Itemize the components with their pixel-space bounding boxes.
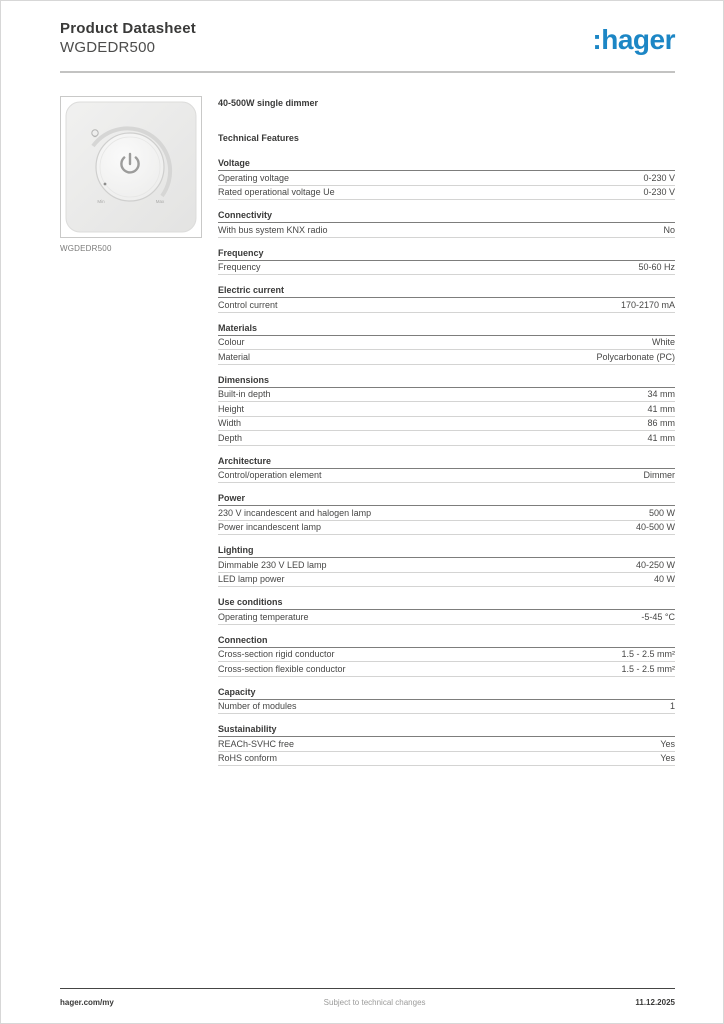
spec-section-materials (218, 322, 675, 365)
header (60, 19, 675, 57)
table-row (218, 186, 675, 201)
row-value: 1.5 - 2.5 mm² (621, 663, 675, 674)
table-row (218, 469, 675, 484)
row-label: Colour (218, 337, 245, 348)
row-value: Dimmer (643, 470, 675, 481)
table-row (218, 171, 675, 186)
row-value: Yes (660, 738, 675, 749)
hager-logo (592, 26, 675, 54)
row-label: LED lamp power (218, 574, 285, 585)
table-row (218, 350, 675, 365)
row-label: Frequency (218, 262, 261, 273)
row-label: Control current (218, 299, 278, 310)
table-row (218, 402, 675, 417)
section-title: Electric current (218, 284, 675, 298)
spec-section-sustainability (218, 723, 675, 766)
section-title: Materials (218, 322, 675, 336)
table-row (218, 223, 675, 238)
table-row (218, 336, 675, 351)
footer-disclaimer: Subject to technical changes (323, 998, 426, 1007)
spec-sections (218, 157, 675, 766)
section-title: Power (218, 492, 675, 506)
row-label: Number of modules (218, 701, 297, 712)
row-label: RoHS conform (218, 753, 278, 764)
product-reference: WGDEDR500 (60, 39, 156, 56)
row-value: -5-45 °C (641, 611, 675, 622)
table-row (218, 506, 675, 521)
row-label: Built-in depth (218, 389, 271, 400)
section-title: Sustainability (218, 723, 675, 737)
knob-position-indicator (104, 183, 107, 186)
section-title: Frequency (218, 247, 675, 261)
spec-section-connection (218, 634, 675, 677)
spec-section-lighting (218, 544, 675, 587)
row-value: 0-230 V (643, 172, 675, 183)
table-row (218, 558, 675, 573)
page-title: Product Datasheet (60, 20, 196, 37)
features-heading: Technical Features (218, 133, 299, 143)
product-image (60, 96, 202, 238)
dimmer-illustration (64, 100, 198, 234)
footer-date: 11.12.2025 (635, 998, 675, 1007)
row-value: 41 mm (647, 403, 675, 414)
table-row (218, 431, 675, 446)
row-value: 500 W (648, 507, 675, 518)
row-value: White (651, 337, 675, 348)
row-label: Height (218, 403, 245, 414)
row-label: With bus system KNX radio (218, 224, 328, 235)
row-label: Operating temperature (218, 611, 309, 622)
row-value: 41 mm (647, 432, 675, 443)
section-title: Use conditions (218, 596, 675, 610)
table-row (218, 261, 675, 276)
footer-divider (60, 988, 675, 989)
row-value: 1.5 - 2.5 mm² (621, 649, 675, 660)
row-value: No (663, 224, 675, 235)
table-row (218, 521, 675, 536)
product-image-column (60, 96, 202, 766)
table-row (218, 700, 675, 715)
section-title: Connection (218, 634, 675, 648)
table-row (218, 417, 675, 432)
section-title: Dimensions (218, 374, 675, 388)
spec-section-capacity (218, 686, 675, 715)
spec-section-dimensions (218, 374, 675, 446)
row-label: Cross-section rigid conductor (218, 649, 335, 660)
row-label: Dimmable 230 V LED lamp (218, 559, 327, 570)
header-titles (60, 19, 196, 57)
row-value: 170-2170 mA (620, 299, 675, 310)
spec-section-electric-current (218, 284, 675, 313)
footer-website-link[interactable]: hager.com/my (60, 998, 114, 1007)
footer (60, 988, 675, 1007)
content (60, 96, 675, 766)
row-label: REACh-SVHC free (218, 738, 295, 749)
row-value: Yes (660, 753, 675, 764)
row-label: Width (218, 418, 242, 429)
row-value: 50-60 Hz (638, 262, 675, 273)
row-value: 40-250 W (635, 559, 675, 570)
row-value: 40 W (653, 574, 675, 585)
section-title: Capacity (218, 686, 675, 700)
table-row (218, 648, 675, 663)
spec-section-frequency (218, 247, 675, 276)
row-value: Polycarbonate (PC) (596, 351, 675, 362)
row-label: Depth (218, 432, 243, 443)
dimmer-knob[interactable] (96, 133, 164, 201)
row-label: Rated operational voltage Ue (218, 187, 335, 198)
row-value: 40-500 W (635, 522, 675, 533)
table-row (218, 752, 675, 767)
row-label: 230 V incandescent and halogen lamp (218, 507, 372, 518)
spec-section-use-conditions (218, 596, 675, 625)
table-row (218, 610, 675, 625)
row-value: 0-230 V (643, 187, 675, 198)
row-label: Operating voltage (218, 172, 290, 183)
table-row (218, 573, 675, 588)
spec-section-power (218, 492, 675, 535)
footer-row (60, 998, 675, 1007)
knob-min-label: Min (97, 199, 105, 204)
section-title: Connectivity (218, 209, 675, 223)
section-title: Voltage (218, 157, 675, 171)
row-value: 1 (669, 701, 675, 712)
knob-max-label: Max (155, 199, 165, 204)
product-title: 40-500W single dimmer (218, 98, 319, 108)
row-value: 86 mm (647, 418, 675, 429)
row-value: 34 mm (647, 389, 675, 400)
spec-column (218, 96, 675, 766)
row-label: Control/operation element (218, 470, 322, 481)
table-row (218, 662, 675, 677)
table-row (218, 737, 675, 752)
section-title: Lighting (218, 544, 675, 558)
row-label: Power incandescent lamp (218, 522, 322, 533)
spec-section-connectivity (218, 209, 675, 238)
logo-colon: : (592, 24, 602, 55)
product-image-caption: WGDEDR500 (60, 244, 112, 253)
spec-section-architecture (218, 455, 675, 484)
row-label: Material (218, 351, 251, 362)
header-divider (60, 71, 675, 73)
spec-section-voltage (218, 157, 675, 200)
logo-word: hager (601, 24, 675, 55)
table-row (218, 298, 675, 313)
row-label: Cross-section flexible conductor (218, 663, 346, 674)
table-row (218, 388, 675, 403)
section-title: Architecture (218, 455, 675, 469)
